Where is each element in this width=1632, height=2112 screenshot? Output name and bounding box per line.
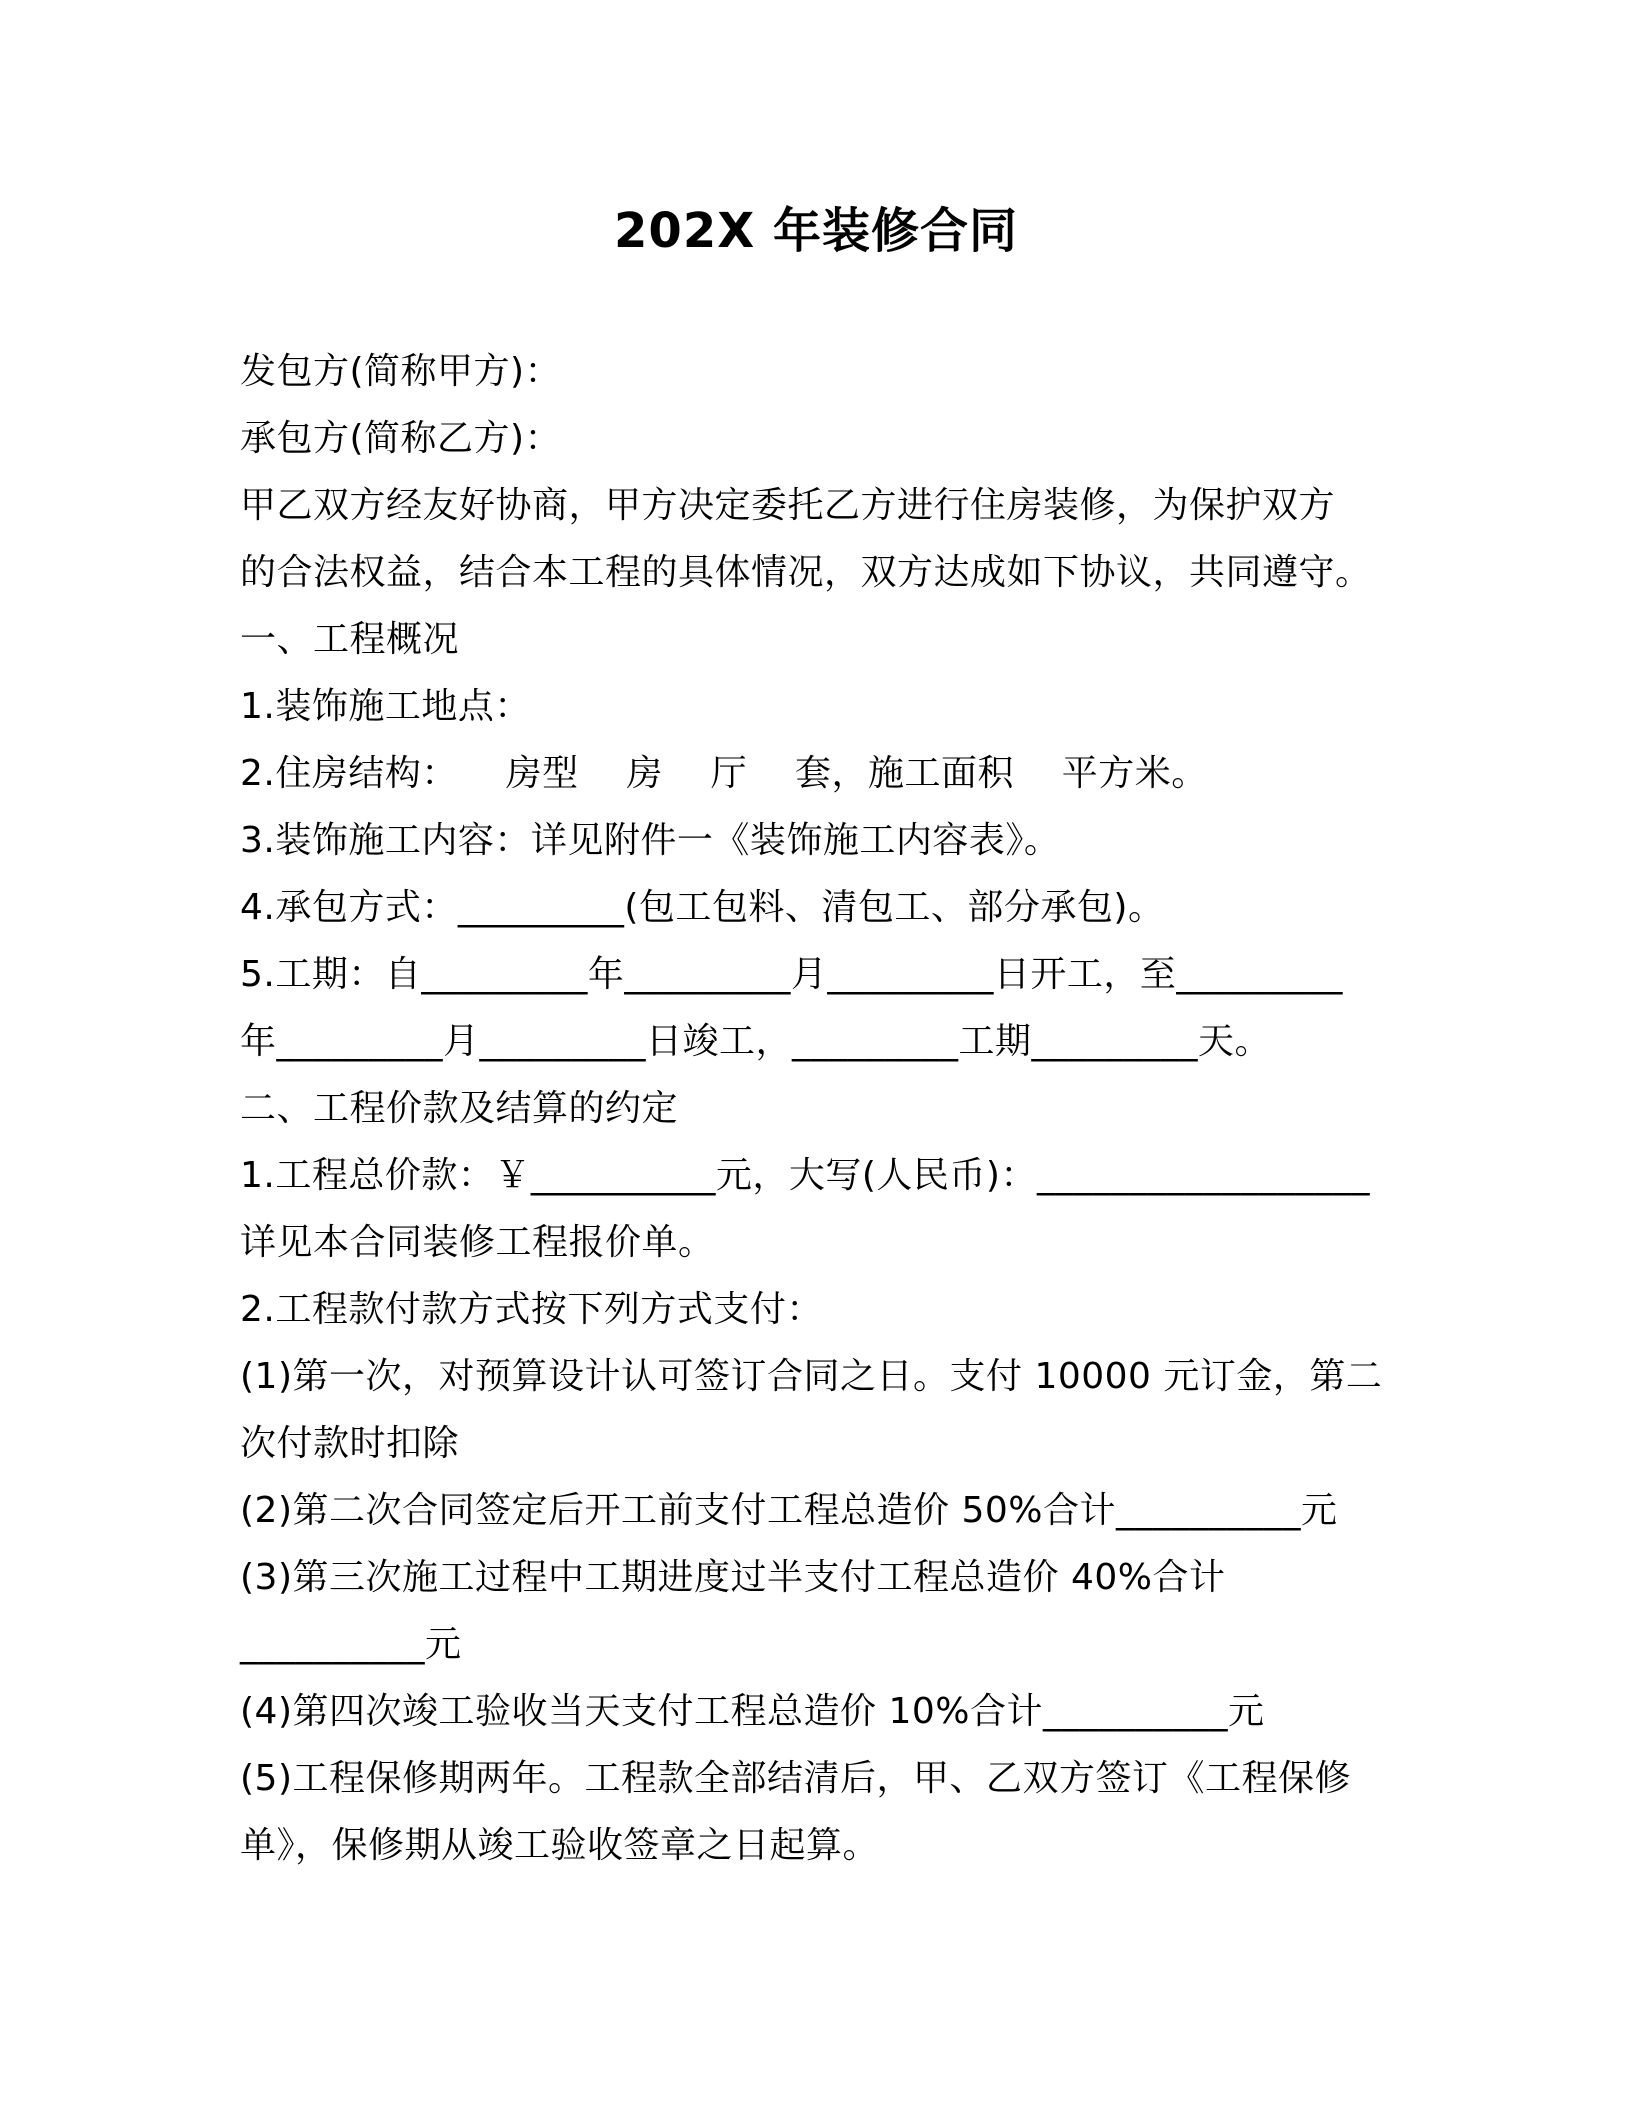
clause-payment-method: 2.工程款付款方式按下列方式支付： [240, 1289, 823, 1330]
payment-item-3-line-1: (3)第三次施工过程中工期进度过半支付工程总造价 40%合计 [240, 1557, 1226, 1598]
clause-contract-method: 4.承包方式：_________(包工包料、清包工、部分承包)。 [240, 887, 1165, 928]
clause-content: 3.装饰施工内容：详见附件一《装饰施工内容表》。 [240, 820, 1061, 861]
clause-duration-line-2: 年_________月_________日竣工，_________工期_________天。 [240, 1021, 1272, 1062]
payment-item-3-line-2: __________元 [240, 1624, 462, 1665]
preamble-line-1: 甲乙双方经友好协商，甲方决定委托乙方进行住房装修，为保护双方 [240, 485, 1336, 526]
payment-item-2: (2)第二次合同签定后开工前支付工程总造价 50%合计__________元 [240, 1490, 1338, 1531]
payment-item-4: (4)第四次竣工验收当天支付工程总造价 10%合计__________元 [240, 1691, 1265, 1732]
section-heading-price: 二、工程价款及结算的约定 [240, 1088, 679, 1129]
warranty-line-1: (5)工程保修期两年。工程款全部结清后，甲、乙双方签订《工程保修 [240, 1758, 1351, 1799]
payment-item-1-line-2: 次付款时扣除 [240, 1423, 460, 1464]
payment-item-1-line-1: (1)第一次，对预算设计认可签订合同之日。支付 10000 元订金，第二 [240, 1356, 1383, 1397]
clause-structure: 2.住房结构： 房型 房 厅 套，施工面积 平方米。 [240, 753, 1208, 794]
party-b-line: 承包方(简称乙方)： [240, 418, 562, 459]
clause-duration-line-1: 5.工期：自_________年_________月_________日开工，至_________ [240, 954, 1343, 995]
document-body [240, 338, 1400, 1879]
section-heading-overview: 一、工程概况 [240, 619, 460, 660]
clause-total-price-note: 详见本合同装修工程报价单。 [240, 1222, 715, 1263]
document-title: 202X 年装修合同 [614, 203, 1018, 259]
preamble-line-2: 的合法权益，结合本工程的具体情况，双方达成如下协议，共同遵守。 [240, 552, 1372, 593]
party-a-line: 发包方(简称甲方)： [240, 351, 562, 392]
clause-total-price: 1.工程总价款：￥__________元，大写(人民币)：__________________ [240, 1155, 1370, 1196]
warranty-line-2: 单》，保修期从竣工验收签章之日起算。 [240, 1825, 880, 1866]
clause-location: 1.装饰施工地点： [240, 686, 531, 727]
